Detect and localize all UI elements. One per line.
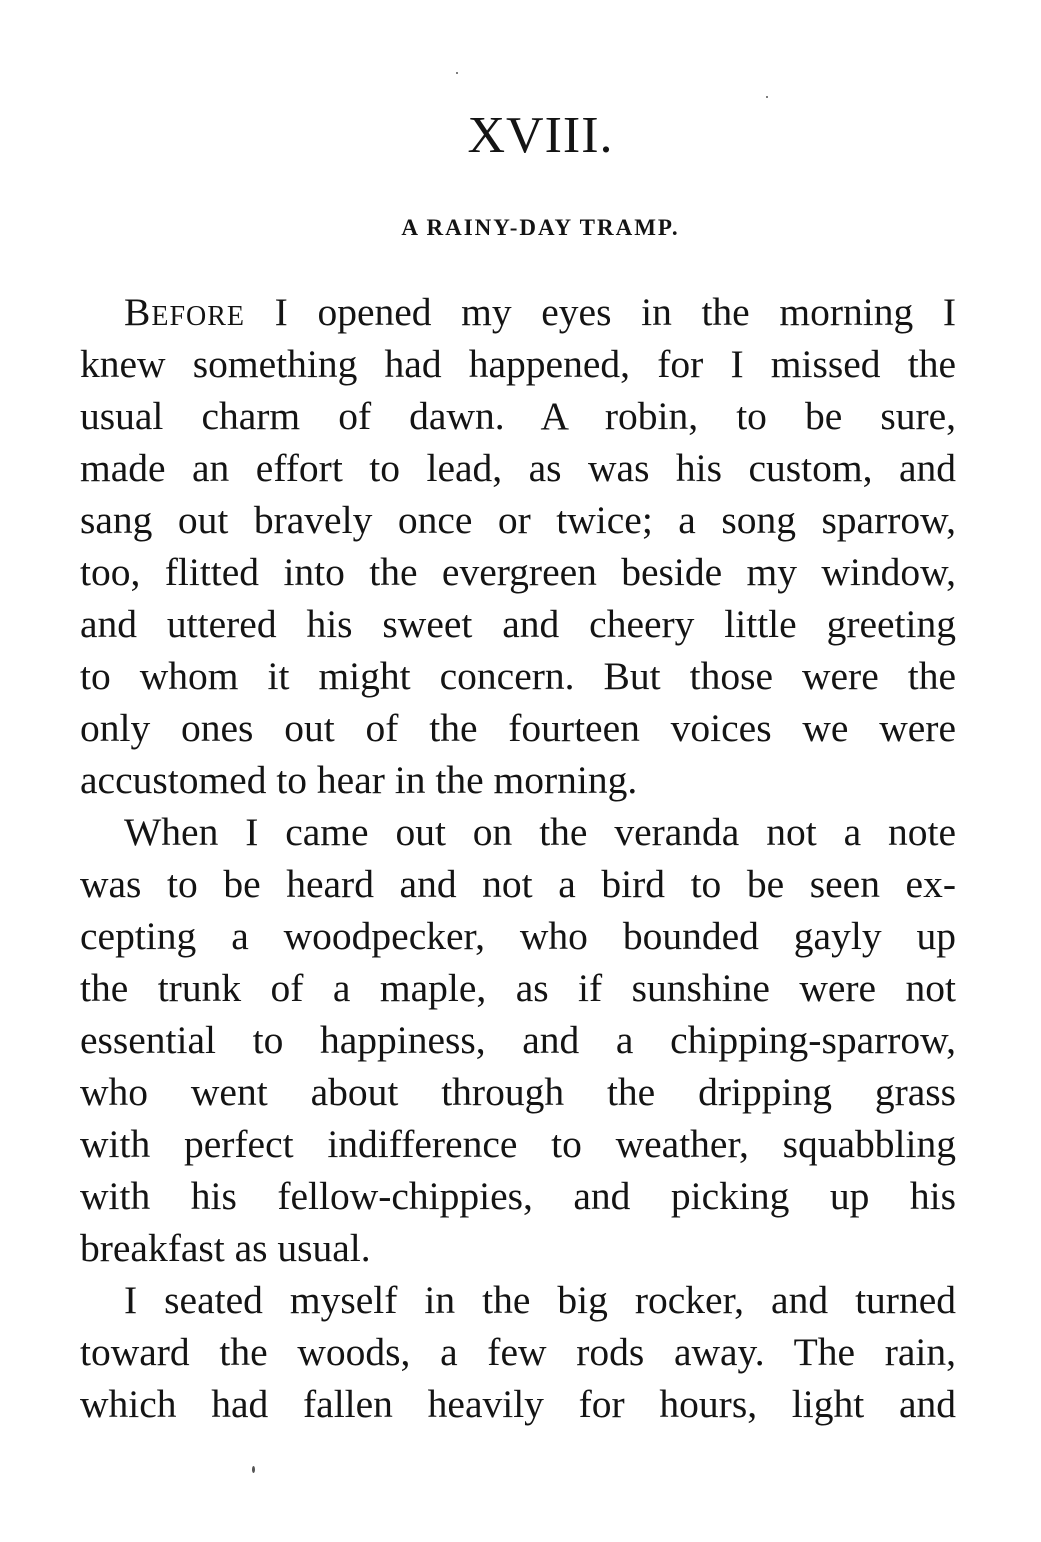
chapter-title: A RAINY-DAY TRAMP. [401, 215, 680, 240]
paragraph-1-line-2: knew something had happened, for I missed the [80, 342, 956, 386]
paragraph-2-line-2: was to be heard and not a bird to be seen ex- [80, 862, 956, 906]
scan-speck [456, 72, 458, 74]
paragraph-2-line-7: with perfect indifference to weather, squabbling [80, 1122, 956, 1166]
paragraph-2-line-6: who went about through the dripping grass [80, 1070, 956, 1114]
dropcap-word: Before [124, 290, 246, 334]
paragraph-1-line-1 [80, 286, 956, 338]
scan-speck [252, 1466, 255, 1473]
paragraph-3-line-3: which had fallen heavily for hours, light and [80, 1382, 956, 1426]
paragraph-1-line-10: accustomed to hear in the morning. [80, 758, 638, 802]
paragraph-1-line-8: to whom it might concern. But those were the [80, 654, 956, 698]
line-text: I opened my eyes in the morning I [245, 290, 956, 334]
scan-speck [766, 96, 768, 98]
paragraph-3-line-1: I seated myself in the big rocker, and turned [124, 1278, 956, 1322]
paragraph-1-line-3: usual charm of dawn. A robin, to be sure, [80, 394, 956, 438]
paragraph-2-line-1: When I came out on the veranda not a note [124, 810, 956, 854]
paragraph-2-line-3: cepting a woodpecker, who bounded gayly up [80, 914, 956, 958]
paragraph-1-line-4: made an effort to lead, as was his custom, and [80, 446, 956, 490]
paragraph-2-line-9: breakfast as usual. [80, 1226, 371, 1270]
chapter-number: XVIII. [467, 107, 614, 164]
paragraph-3-line-2: toward the woods, a few rods away. The rain, [80, 1330, 956, 1374]
paragraph-1-line-6: too, flitted into the evergreen beside my window, [80, 550, 956, 594]
paragraph-2-line-8: with his fellow-chippies, and picking up his [80, 1174, 956, 1218]
paragraph-1-line-5: sang out bravely once or twice; a song sparrow, [80, 498, 956, 542]
paragraph-2-line-4: the trunk of a maple, as if sunshine were not [80, 966, 956, 1010]
paragraph-1-line-9: only ones out of the fourteen voices we were [80, 706, 956, 750]
paragraph-2-line-5: essential to happiness, and a chipping-sparrow, [80, 1018, 956, 1062]
paragraph-1-line-7: and uttered his sweet and cheery little greeting [80, 602, 956, 646]
